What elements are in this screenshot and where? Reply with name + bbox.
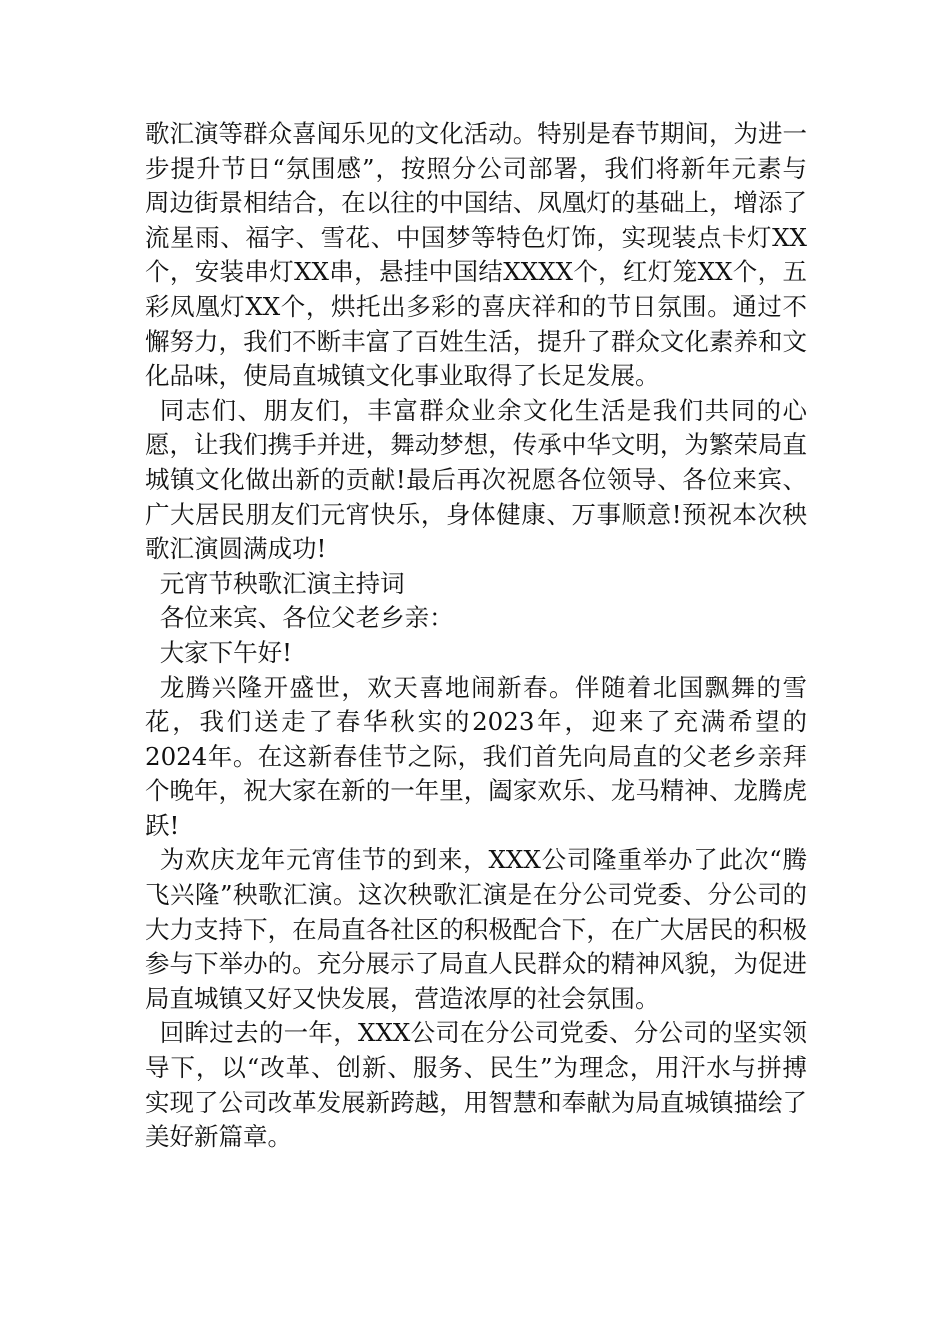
paragraph-closing-wishes: 同志们、朋友们，丰富群众业余文化生活是我们共同的心愿，让我们携手并进，舞动梦想，传承中华文明，为繁荣局直城镇文化做出新的贡献!最后再次祝愿各位领导、各位来宾、广大居民朋友们元宵快乐，身体健康、万事顺意!预祝本次秧歌汇演圆满成功!: [145, 395, 807, 564]
document-page: [145, 117, 807, 1155]
paragraph-year-review: 回眸过去的一年，XXX公司在分公司党委、分公司的坚实领导下，以“改革、创新、服务、民生”为理念，用汗水与拼搏实现了公司改革发展新跨越，用智慧和奉献为局直城镇描绘了美好新篇章。: [145, 1018, 807, 1152]
paragraph-cultural-activities: 歌汇演等群众喜闻乐见的文化活动。特别是春节期间，为进一步提升节日“氛围感”，按照分公司部署，我们将新年元素与周边街景相结合，在以往的中国结、凤凰灯的基础上，增添了流星雨、福字、雪花、中国梦等特色灯饰，实现装点卡灯XX个，安装串灯XX串，悬挂中国结XXXX个，红灯笼XX个，五彩凤凰灯XX个，烘托出多彩的喜庆祥和的节日氛围。通过不懈努力，我们不断丰富了百姓生活，提升了群众文化素养和文化品味，使局直城镇文化事业取得了长足发展。: [145, 119, 807, 391]
paragraph-new-year-greeting: 龙腾兴隆开盛世，欢天喜地闹新春。伴随着北国飘舞的雪花，我们送走了春华秋实的2023年，迎来了充满希望的2024年。在这新春佳节之际，我们首先向局直的父老乡亲拜个晚年，祝大家在新的一年里，阖家欢乐、龙马精神、龙腾虎跃!: [145, 672, 807, 840]
greeting: 大家下午好!: [159, 637, 293, 667]
paragraph-event-introduction: 为欢庆龙年元宵佳节的到来，XXX公司隆重举办了此次“腾飞兴隆”秧歌汇演。这次秧歌汇演是在分公司党委、分公司的大力支持下，在局直各社区的积极配合下，在广大居民的积极参与下举办的。充分展示了局直人民群众的精神风貌，为促进局直城镇又好又快发展，营造浓厚的社会氛围。: [145, 845, 807, 1013]
salutation: 各位来宾、各位父老乡亲：: [159, 603, 454, 633]
section-title: 元宵节秧歌汇演主持词: [159, 568, 405, 598]
